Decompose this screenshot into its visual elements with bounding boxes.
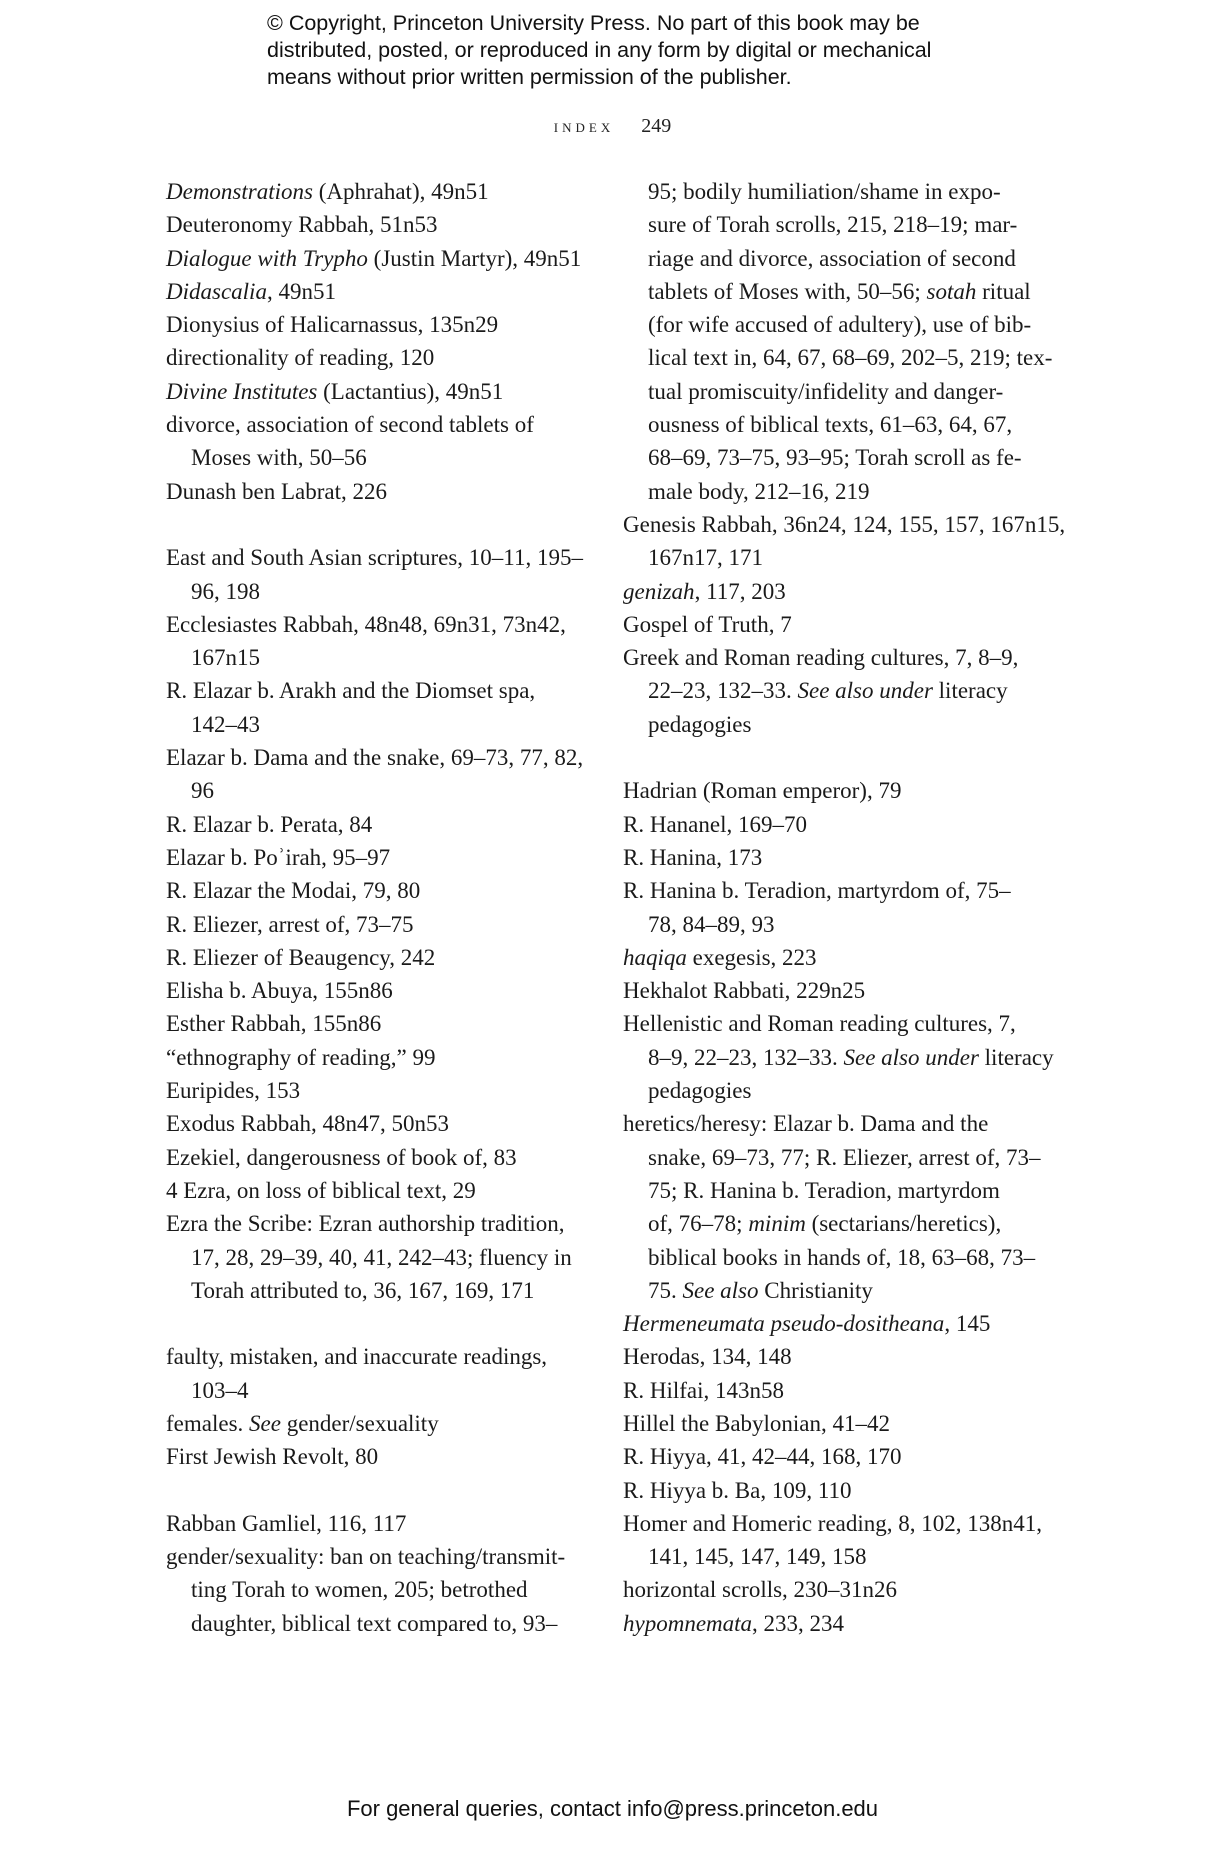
- entry-text: , 233, 234: [752, 1610, 845, 1636]
- entry-term: sotah: [926, 278, 977, 304]
- index-entry: Esther Rabbah, 155n86: [166, 1011, 382, 1037]
- entry-text: gender/sexuality: [280, 1410, 439, 1436]
- index-entry-continuation: [623, 1041, 1054, 1074]
- index-entry-continuation: tual promiscuity/infidelity and danger-: [648, 378, 1004, 404]
- entry-title: Didascalia: [166, 278, 267, 304]
- index-entry: R. Hanina, 173: [623, 844, 763, 870]
- cross-reference: See: [249, 1410, 281, 1436]
- index-entry: Dunash ben Labrat, 226: [166, 478, 387, 504]
- letter-group-gap: [166, 1307, 586, 1340]
- index-entry: Elazar b. Poʾirah, 95–97: [166, 844, 391, 870]
- index-entry: [623, 1307, 1043, 1340]
- index-entry: Hekhalot Rabbati, 229n25: [623, 978, 866, 1004]
- cross-reference: See also under: [843, 1044, 979, 1070]
- entry-text: (Aphrahat), 49n51: [312, 179, 489, 204]
- index-entry: Ezekiel, dangerousness of book of, 83: [166, 1144, 517, 1170]
- index-entry: “ethnography of reading,” 99: [166, 1044, 436, 1070]
- index-entry-continuation: Torah attributed to, 36, 167, 169, 171: [191, 1277, 535, 1303]
- footer-contact: For general queries, contact info@press.princeton.edu: [346, 1796, 879, 1821]
- index-entry: [166, 375, 586, 408]
- index-entry-continuation: 96, 198: [191, 578, 260, 604]
- index-entry: East and South Asian scriptures, 10–11, 195–: [166, 545, 583, 571]
- index-entry-continuation: lical text in, 64, 67, 68–69, 202–5, 219; tex-: [648, 345, 1053, 371]
- index-entry: R. Elazar b. Arakh and the Diomset spa,: [166, 678, 536, 704]
- index-entry: directionality of reading, 120: [166, 345, 435, 371]
- index-entry: divorce, association of second tablets of: [166, 412, 534, 438]
- index-entry: Gospel of Truth, 7: [623, 611, 792, 637]
- entry-title: Divine Institutes: [166, 378, 318, 404]
- index-entry: faulty, mistaken, and inaccurate readings,: [166, 1344, 548, 1370]
- index-entry: horizontal scrolls, 230–31n26: [623, 1577, 898, 1603]
- index-entry-continuation: pedagogies: [648, 711, 752, 737]
- index-entry: [166, 275, 586, 308]
- entry-text: , 145: [944, 1311, 991, 1337]
- entry-text: literacy: [978, 1044, 1054, 1070]
- entry-text: of, 76–78;: [648, 1211, 749, 1237]
- index-entry-continuation: snake, 69–73, 77; R. Eliezer, arrest of, 73–: [648, 1144, 1041, 1170]
- index-entry-continuation: ousness of biblical texts, 61–63, 64, 67,: [648, 412, 1013, 438]
- index-entry: [166, 175, 586, 208]
- index-entry: R. Elazar the Modai, 79, 80: [166, 878, 421, 904]
- index-entry: Greek and Roman reading cultures, 7, 8–9,: [623, 645, 1019, 671]
- entry-title: Hermeneumata pseudo-dositheana: [623, 1311, 945, 1337]
- index-column-left: [166, 175, 586, 1640]
- entry-text: Christianity: [758, 1277, 873, 1303]
- entry-text: (Lactantius), 49n51: [317, 378, 504, 404]
- index-entry: [623, 1607, 1043, 1640]
- entry-text: literacy: [932, 678, 1008, 704]
- index-entry-continuation: riage and divorce, association of second: [648, 245, 1016, 271]
- index-entry-continuation: 103–4: [191, 1377, 249, 1403]
- entry-text: 75.: [648, 1277, 683, 1303]
- index-entry-continuation: 68–69, 73–75, 93–95; Torah scroll as fe-: [648, 445, 1022, 471]
- index-entry: [166, 242, 586, 275]
- index-entry-continuation: daughter, biblical text compared to, 93–: [191, 1610, 558, 1636]
- letter-group-gap: [166, 1474, 586, 1507]
- index-entry-continuation: sure of Torah scrolls, 215, 218–19; mar-: [648, 212, 1018, 238]
- entry-text: 22–23, 132–33.: [648, 678, 798, 704]
- index-entry: Hellenistic and Roman reading cultures, 7,: [623, 1011, 1016, 1037]
- index-column-right: [623, 175, 1066, 1640]
- index-entry-continuation: male body, 212–16, 219: [648, 478, 870, 504]
- entry-text: exegesis, 223: [686, 944, 817, 970]
- index-entry-continuation: 17, 28, 29–39, 40, 41, 242–43; fluency in: [191, 1244, 572, 1270]
- entry-title: Demonstrations: [166, 179, 313, 204]
- index-entry: Elisha b. Abuya, 155n86: [166, 978, 393, 1004]
- entry-text: tablets of Moses with, 50–56;: [648, 278, 927, 304]
- entry-text: , 49n51: [266, 278, 336, 304]
- index-entry-continuation: 167n17, 171: [648, 545, 763, 571]
- index-entry: R. Elazar b. Perata, 84: [166, 811, 373, 837]
- index-entry-continuation: 96: [191, 778, 214, 804]
- index-entry: Genesis Rabbah, 36n24, 124, 155, 157, 167n15,: [623, 511, 1066, 537]
- index-entry-continuation: 167n15: [191, 645, 260, 671]
- index-entry: R. Eliezer of Beaugency, 242: [166, 944, 436, 970]
- copyright-notice: [267, 10, 1027, 91]
- index-entry-continuation: Moses with, 50–56: [191, 445, 367, 471]
- entry-text: (sectarians/heretics),: [805, 1211, 1002, 1237]
- index-entry-continuation: [623, 674, 1043, 707]
- index-entry: [623, 575, 1043, 608]
- index-entry-continuation: 95; bodily humiliation/shame in expo-: [648, 179, 1001, 204]
- entry-term: minim: [748, 1211, 806, 1237]
- letter-group-gap: [623, 741, 1043, 774]
- index-entry: Exodus Rabbah, 48n47, 50n53: [166, 1111, 450, 1137]
- letter-group-gap: [166, 508, 586, 541]
- index-entry-continuation: (for wife accused of adultery), use of bib-: [648, 312, 1032, 338]
- index-entry-continuation: [623, 1207, 1043, 1240]
- index-entry-continuation: [623, 1274, 1043, 1307]
- index-entry: Hadrian (Roman emperor), 79: [623, 778, 902, 804]
- index-entry: Hillel the Babylonian, 41–42: [623, 1410, 891, 1436]
- index-entry-continuation: 142–43: [191, 711, 260, 737]
- index-entry: Elazar b. Dama and the snake, 69–73, 77, 82,: [166, 745, 584, 771]
- index-entry: Euripides, 153: [166, 1078, 301, 1104]
- index-entry: Deuteronomy Rabbah, 51n53: [166, 212, 438, 238]
- index-entry: R. Hanina b. Teradion, martyrdom of, 75–: [623, 878, 1011, 904]
- index-entry: Ezra the Scribe: Ezran authorship tradition,: [166, 1211, 565, 1237]
- entry-text: (Justin Martyr), 49n51: [367, 245, 582, 271]
- index-entry: Ecclesiastes Rabbah, 48n48, 69n31, 73n42,: [166, 611, 566, 637]
- index-entry: Dionysius of Halicarnassus, 135n29: [166, 312, 499, 338]
- index-entry: Rabban Gamliel, 116, 117: [166, 1510, 407, 1536]
- running-head-label: index: [553, 116, 615, 137]
- cross-reference: See also: [682, 1277, 759, 1303]
- index-entry: R. Hananel, 169–70: [623, 811, 807, 837]
- index-entry: R. Hiyya, 41, 42–44, 168, 170: [623, 1444, 902, 1470]
- index-entry-continuation: 78, 84–89, 93: [648, 911, 775, 937]
- entry-title: haqiqa: [623, 944, 687, 970]
- index-entry-continuation: ting Torah to women, 205; betrothed: [191, 1577, 528, 1603]
- index-entry: gender/sexuality: ban on teaching/transmit-: [166, 1544, 566, 1570]
- index-entry-continuation: pedagogies: [648, 1078, 752, 1104]
- index-entry-continuation: biblical books in hands of, 18, 63–68, 73–: [648, 1244, 1036, 1270]
- entry-text: ritual: [976, 278, 1031, 304]
- index-entry: 4 Ezra, on loss of biblical text, 29: [166, 1177, 476, 1203]
- index-entry: R. Hiyya b. Ba, 109, 110: [623, 1477, 852, 1503]
- index-entry: [166, 1407, 586, 1440]
- index-entry: R. Hilfai, 143n58: [623, 1377, 784, 1403]
- entry-text: females.: [166, 1410, 250, 1436]
- index-entry: heretics/heresy: Elazar b. Dama and the: [623, 1111, 989, 1137]
- entry-title: Dialogue with Trypho: [166, 245, 368, 271]
- index-entry: First Jewish Revolt, 80: [166, 1444, 379, 1470]
- index-entry-continuation: 75; R. Hanina b. Teradion, martyrdom: [648, 1177, 1000, 1203]
- copyright-line: distributed, posted, or reproduced in any form by digital or mechanical: [267, 38, 932, 62]
- entry-text: , 117, 203: [694, 578, 786, 604]
- index-entry: R. Eliezer, arrest of, 73–75: [166, 911, 414, 937]
- entry-text: 8–9, 22–23, 132–33.: [648, 1044, 844, 1070]
- entry-title: hypomnemata: [623, 1610, 753, 1636]
- index-entry-continuation: 141, 145, 147, 149, 158: [648, 1544, 867, 1570]
- index-entry: Homer and Homeric reading, 8, 102, 138n41,: [623, 1510, 1043, 1536]
- copyright-line: means without prior written permission of the publisher.: [267, 65, 792, 89]
- cross-reference: See also under: [797, 678, 933, 704]
- running-head: [0, 113, 1225, 140]
- entry-title: genizah: [623, 578, 695, 604]
- index-entry: [623, 941, 1043, 974]
- index-entry-continuation: [623, 275, 1043, 308]
- copyright-line: © Copyright, Princeton University Press. No part of this book may be: [267, 11, 920, 35]
- index-entry: Herodas, 134, 148: [623, 1344, 792, 1370]
- page-number: 249: [641, 115, 672, 137]
